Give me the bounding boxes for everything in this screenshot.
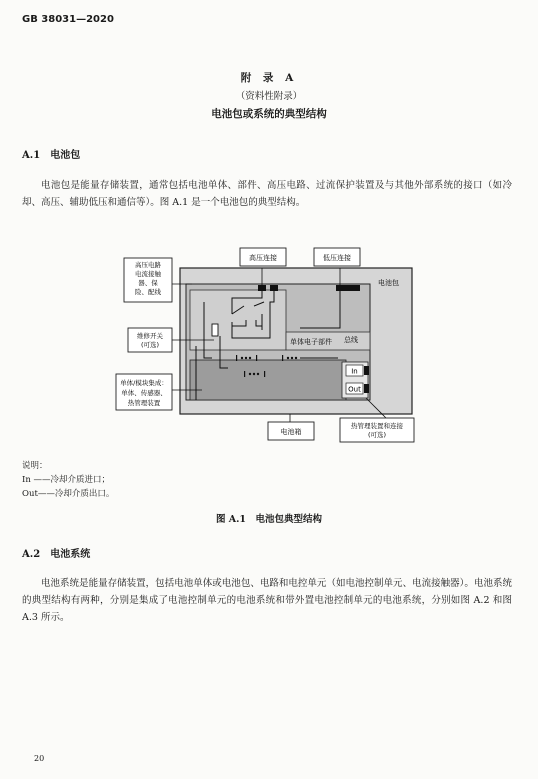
- inlet-connector: [364, 366, 369, 375]
- legend-title: 说明：: [22, 461, 48, 471]
- service-switch-label-2: (可选): [140, 341, 160, 349]
- hv-connect-label: 高压连接: [249, 254, 277, 262]
- section-a2-paragraph: 电池系统是能量存储装置，包括电池单体或电池包、电路和电控单元（如电池控制单元、电流接触器）。电池系统的典型结构有两种，分别是集成了电池控制单元的电池系统和带外置电池控制单元的电池系统，分别如图 A.2 和图 A.3 所示。: [22, 578, 512, 623]
- hv-connector-left: [258, 285, 266, 291]
- bus-label: 总线: [344, 336, 358, 344]
- battery-box-label: 电池箱: [280, 428, 302, 436]
- hv-circuit-label-1: 高压电路: [135, 261, 161, 269]
- lv-connector: [336, 285, 360, 291]
- section-a1-paragraph: 电池包是能量存储装置，通常包括电池单体、部件、高压电路、过流保护装置及与其他外部系统的接口（如冷却、高压、辅助低压和通信等）。图 A.1 是一个电池包的典型结构。: [22, 180, 512, 208]
- lv-connect-label: 低压连接: [323, 254, 351, 262]
- section-a2-heading: A.2 电池系统: [22, 549, 91, 560]
- appendix-subtitle: （资料性附录）: [235, 91, 303, 102]
- appendix-heading: 电池包或系统的典型结构: [211, 108, 327, 120]
- figure-caption: 图 A.1 电池包典型结构: [215, 514, 323, 525]
- legend-in: In ——冷却介质进口；: [22, 475, 111, 485]
- electronics-label: 单体电子部件: [290, 338, 332, 346]
- outlet-connector: [364, 384, 369, 393]
- legend-out: Out——冷却介质出口。: [22, 489, 115, 499]
- hv-circuit-label-3: 器、保: [138, 279, 158, 287]
- hv-circuit-label-2: 电流接触: [135, 270, 161, 278]
- hv-circuit-label-4: 险、配线: [135, 288, 161, 296]
- in-label: In: [351, 367, 358, 376]
- standard-number: GB 38031—2020: [22, 14, 114, 25]
- out-label: Out: [348, 385, 361, 394]
- cell-module-label-3: 热管理装置: [127, 399, 161, 407]
- thermal-label-1: 热管理装置和连接: [351, 422, 403, 430]
- service-switch-label-1: 维修开关: [137, 332, 163, 340]
- cell-module-label-1: 单体/模块集成：: [120, 379, 168, 387]
- battery-pack-diagram: [0, 240, 538, 450]
- cell-module-label-2: 单体、传感器、: [121, 389, 167, 397]
- appendix-title: 附 录 A: [240, 72, 298, 84]
- cell-module-area: [190, 360, 346, 400]
- fuse-symbol: [212, 324, 218, 336]
- page-number: 20: [34, 754, 45, 763]
- section-a1-heading: A.1 电池包: [22, 150, 81, 161]
- hv-connector-right: [270, 285, 278, 291]
- thermal-label-2: (可选): [367, 431, 387, 439]
- battery-pack-label: 电池包: [378, 279, 399, 287]
